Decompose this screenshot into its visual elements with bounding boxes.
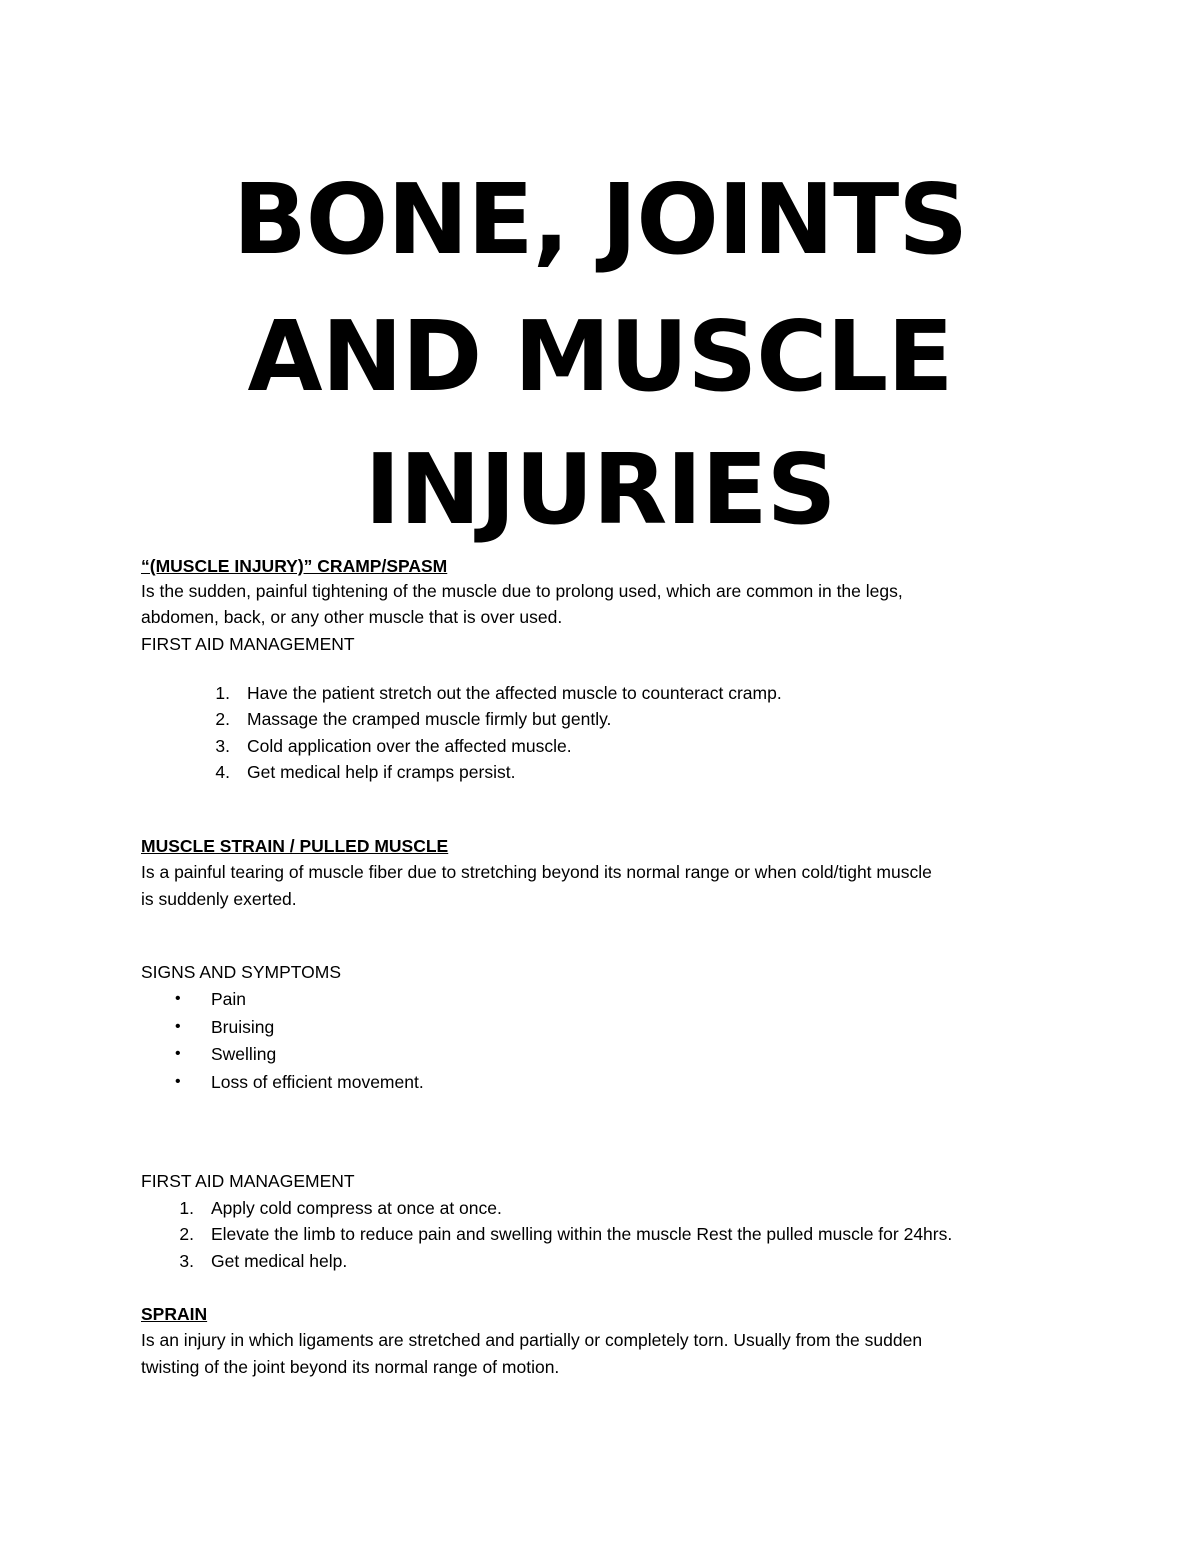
cramp-heading: “(MUSCLE INJURY)” CRAMP/SPASM xyxy=(141,556,448,576)
signs-label: SIGNS AND SYMPTOMS xyxy=(141,962,341,982)
cramp-description-line-1: Is the sudden, painful tightening of the muscle due to prolong used, which are common in the legs, xyxy=(141,581,903,601)
bullet-icon: • xyxy=(175,1073,181,1090)
strain-heading: MUSCLE STRAIN / PULLED MUSCLE xyxy=(141,836,449,856)
bullet-icon: • xyxy=(175,990,181,1007)
document-title-line-3: INJURIES xyxy=(364,433,836,546)
list-number: 1. xyxy=(179,1198,194,1218)
sign-text: Swelling xyxy=(211,1044,277,1064)
cramp-description-line-2: abdomen, back, or any other muscle that is over used. xyxy=(141,607,563,627)
strain-description-line-2: is suddenly exerted. xyxy=(141,889,297,909)
strain-step-text: Apply cold compress at once at once. xyxy=(211,1198,502,1218)
strain-step-text: Elevate the limb to reduce pain and swelling within the muscle Rest the pulled muscle for 24hrs. xyxy=(211,1224,953,1244)
strain-step-text: Get medical help. xyxy=(211,1251,348,1271)
sign-text: Pain xyxy=(211,989,247,1009)
sign-text: Bruising xyxy=(211,1017,275,1037)
strain-description-line-1: Is a painful tearing of muscle fiber due to stretching beyond its normal range or when cold/tight muscle xyxy=(141,862,932,882)
cramp-first-aid-label: FIRST AID MANAGEMENT xyxy=(141,634,355,654)
list-number: 4. xyxy=(215,762,230,782)
sprain-heading: SPRAIN xyxy=(141,1304,208,1324)
cramp-step-text: Get medical help if cramps persist. xyxy=(247,762,516,782)
strain-first-aid-label: FIRST AID MANAGEMENT xyxy=(141,1171,355,1191)
list-number: 2. xyxy=(215,709,230,729)
sprain-description-line-2: twisting of the joint beyond its normal range of motion. xyxy=(141,1357,560,1377)
cramp-step-text: Massage the cramped muscle firmly but gently. xyxy=(247,709,612,729)
list-number: 3. xyxy=(215,736,230,756)
bullet-icon: • xyxy=(175,1045,181,1062)
document-title-line-1: BONE, JOINTS xyxy=(232,163,968,276)
document-title-line-2: AND MUSCLE xyxy=(247,300,953,413)
list-number: 2. xyxy=(179,1224,194,1244)
cramp-step-text: Have the patient stretch out the affected muscle to counteract cramp. xyxy=(247,683,782,703)
list-number: 3. xyxy=(179,1251,194,1271)
list-number: 1. xyxy=(215,683,230,703)
sprain-description-line-1: Is an injury in which ligaments are stretched and partially or completely torn. Usually from the sudden xyxy=(141,1330,923,1350)
cramp-step-text: Cold application over the affected muscle. xyxy=(247,736,572,756)
bullet-icon: • xyxy=(175,1018,181,1035)
sign-text: Loss of efficient movement. xyxy=(211,1072,424,1092)
